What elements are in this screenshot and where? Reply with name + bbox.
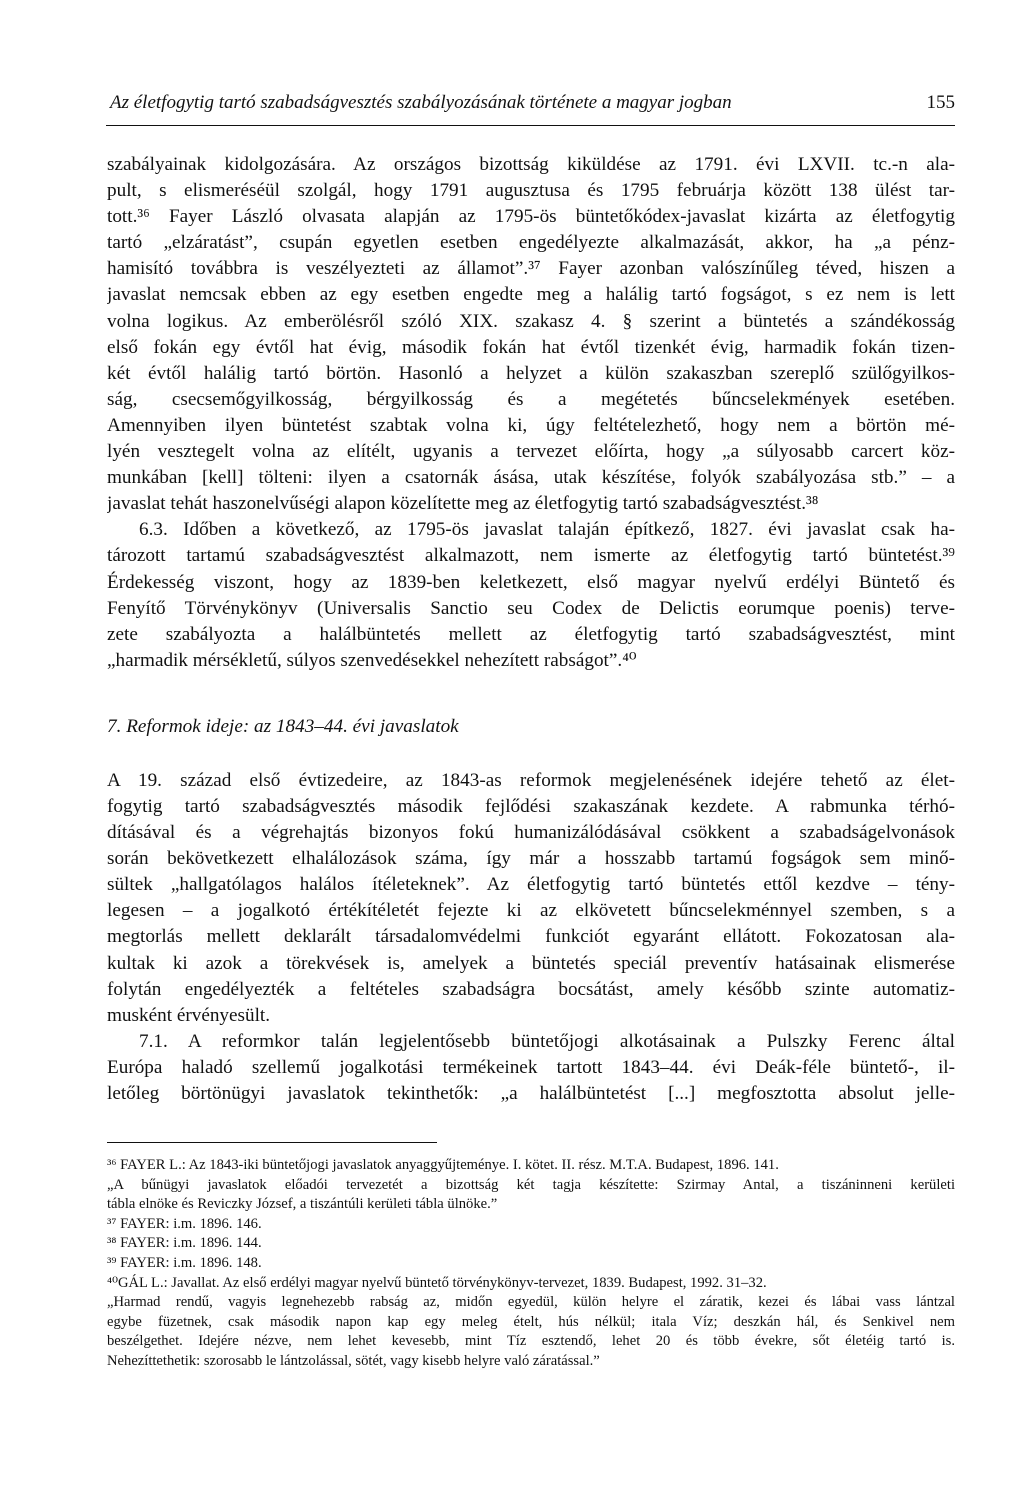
text-line: tartó „elzáratást”, csupán egyetlen esetben engedélyezte alkalmazását, akkor, ha „a pénz- xyxy=(107,232,955,254)
footnote-line: ³⁶ FAYER L.: Az 1843-iki büntetőjogi javaslatok anyaggyűjteménye. I. kötet. II. rész. M.T.A. Budapest, 1896. 141. xyxy=(107,1157,779,1173)
text-line: A 19. század első évtizedeire, az 1843-as reformok megjelenésének idejére tehető az élet- xyxy=(107,769,955,791)
footnote-line: ³⁸ FAYER: i.m. 1896. 144. xyxy=(107,1235,262,1252)
footnote-line: beszélgethet. Idejére nézve, nem lehet kevesebb, mint Tíz esztendő, lehet 20 és több évekre, sőt életéig tartó is. xyxy=(107,1333,955,1350)
text-line: első fokán egy évtől hat évig, második fokán hat évtől tizenkét évig, harmadik fokán tizen- xyxy=(107,336,955,358)
text-line: sültek „hallgatólagos halálos ítéleteknek”. Az életfogytig tartó büntetés ettől kezdve – tény- xyxy=(107,874,955,896)
paragraph-6 xyxy=(107,152,955,674)
footnote-line: ⁴⁰GÁL L.: Javallat. Az első erdélyi magyar nyelvű büntető törvénykönyv-tervezet, 1839. Budapest, 1992. 31–32. xyxy=(107,1274,767,1291)
text-line: Európa haladó szellemű jogalkotási termékeinek tartott 1843–44. évi Deák-féle büntető-, il- xyxy=(107,1056,955,1078)
running-head xyxy=(110,92,955,114)
text-line: szabályainak kidolgozására. Az országos bizottság kiküldése az 1791. évi LXVII. tc.-n ala- xyxy=(107,154,955,175)
text-line: javaslat tehát haszonelvűségi alapon közelítette meg az életfogytig tartó szabadságvesztést.³⁸ xyxy=(107,493,819,515)
footnote-line: Nehezíttethetik: szorosabb le lántzolással, sötét, vagy kisebb helyre való záratással.” xyxy=(107,1352,600,1369)
text-line: Érdekesség viszont, hogy az 1839-ben keletkezett, első magyar nyelvű erdélyi Büntető és xyxy=(107,571,955,593)
text-line: Fenyítő Törvénykönyv (Universalis Sanctio seu Codex de Delictis eorumque poenis) terve- xyxy=(107,597,955,619)
text-line: dításával és a végrehajtás bizonyos fokú humanizálódásával csökkent a szabadságelvonások xyxy=(107,822,955,844)
footnote-line: tábla elnöke és Reviczky József, a tiszántúli kerületi tábla ülnöke.” xyxy=(107,1196,498,1213)
text-line: tott.³⁶ Fayer László olvasata alapján az 1795-ös büntetőkódex-javaslat kizárta az életfogytig xyxy=(107,206,955,228)
text-line: 7.1. A reformkor talán legjelentősebb büntetőjogi alkotásainak a Pulszky Ferenc által xyxy=(139,1030,955,1052)
text-line: 6.3. Időben a következő, az 1795-ös javaslat talaján építkező, 1827. évi javaslat csak ha- xyxy=(139,519,955,541)
body-text xyxy=(107,152,955,1107)
text-line: ság, csecsemőgyilkosság, bérgyilkosság és a megétetés bűncselekmények esetében. xyxy=(107,388,955,410)
text-line: tározott tartamú szabadságvesztést alkalmazott, nem ismerte az életfogytig tartó büntetést.³⁹ xyxy=(107,545,955,567)
text-line: volna logikus. Az emberölésről szóló XIX. szakasz 4. § szerint a büntetés a szándékosság xyxy=(107,310,955,332)
text-line: munkában [kell] tölteni: ilyen a csatornák ásása, utak készítése, folyók szabályozása stb.” – a xyxy=(107,467,955,489)
footnote-line: „Harmad rendű, vagyis legnehezebb rabság az, midőn egyedül, külön helyre el záratik, kezei és lábai vass lántzal xyxy=(107,1294,955,1311)
text-line: musként érvényesült. xyxy=(107,1004,271,1026)
text-line: Amennyiben ilyen büntetést szabtak volna ki, úgy feltételezhető, hogy nem a börtön mé- xyxy=(107,414,955,436)
paragraph-7 xyxy=(107,768,955,1107)
text-line: fogytig tartó szabadságvesztés második fejlődési szakaszának kezdete. A rabmunka térhó- xyxy=(107,795,955,817)
running-head-title: Az életfogytig tartó szabadságvesztés szabályozásának története a magyar jogban xyxy=(110,92,732,113)
text-line: hamisító továbbra is veszélyezteti az államot”.³⁷ Fayer azonban valószínűleg téved, hiszen a xyxy=(107,258,955,280)
footnote-line: „A bűnügyi javaslatok előadói tervezetét a bizottság két tagja készítette: Szirmay Antal, a tiszáninneni kerületi xyxy=(107,1176,955,1193)
footnote-line: egybe füzetnek, csak második napon kap egy meleg ételt, hús nélkül; itala Víz; deszkán hál, és Senkivel nem xyxy=(107,1313,955,1330)
text-line: folytán engedélyezték a feltételes szabadságra bocsátást, amely később szinte automatiz- xyxy=(107,978,955,1000)
text-line: pult, s elismeréséül szolgál, hogy 1791 augusztusa és 1795 februárja között 138 ülést tar- xyxy=(107,180,955,202)
text-line: javaslat nemcsak ebben az egy esetben engedte meg a halálig tartó fogságot, s ez nem is lett xyxy=(107,284,955,306)
header-rule xyxy=(106,125,955,126)
text-line: kultak ki azok a törekvések is, amelyek a büntetés speciál preventív hatásainak elismerése xyxy=(107,952,955,974)
section-heading: 7. Reformok ideje: az 1843–44. évi javaslatok xyxy=(107,715,459,737)
footnotes xyxy=(107,1156,955,1372)
text-line: zete szabályozta a halálbüntetés mellett az életfogytig tartó szabadságvesztést, mint xyxy=(107,623,955,645)
text-line: letőleg börtönügyi javaslatok tekinthetők: „a halálbüntetést [...] megfosztotta absolut jelle- xyxy=(107,1083,955,1104)
text-line: lyén vesztegelt volna az elítélt, ugyanis a tervezet előírta, hogy „a súlyosabb carcert köz- xyxy=(107,441,955,463)
text-line: két évtől halálig tartó börtön. Hasonló a helyzet a külön szakaszban szereplő szülőgyilkos- xyxy=(107,362,955,384)
footnote-rule xyxy=(107,1142,437,1143)
text-line: során bekövetkezett elhalálozások száma, így már a hosszabb tartamú fogságok sem minő- xyxy=(107,848,955,870)
text-line: megtorlás mellett deklarált társadalomvédelmi funkciót egyaránt ellátott. Fokozatosan ala- xyxy=(107,926,955,948)
text-line: legesen – a jogalkotó értékítéletét fejezte ki az elkövetett bűncselekménnyel szemben, s a xyxy=(107,900,955,922)
text-line: „harmadik mérsékletű, súlyos szenvedésekkel nehezített rabságot”.⁴⁰ xyxy=(107,649,637,671)
footnote-line: ³⁷ FAYER: i.m. 1896. 146. xyxy=(107,1215,262,1232)
page-number: 155 xyxy=(926,92,955,113)
footnote-line: ³⁹ FAYER: i.m. 1896. 148. xyxy=(107,1254,262,1271)
